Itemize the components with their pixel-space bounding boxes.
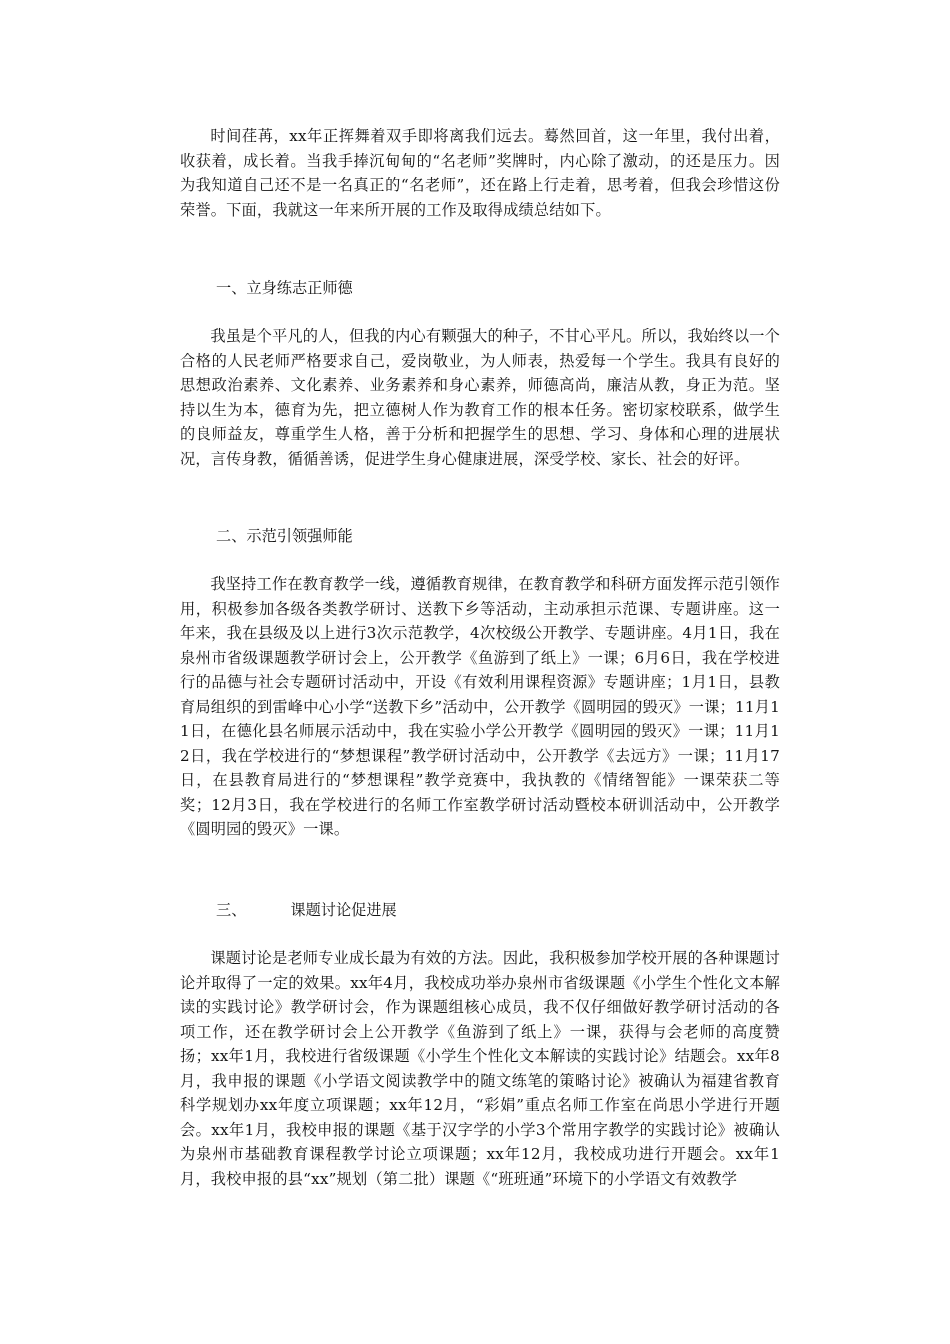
section-heading-3-number: 三、: [216, 901, 247, 919]
section-heading-3-title: 课题讨论促进展: [290, 901, 397, 919]
section-1-paragraph: 我虽是个平凡的人，但我的内心有颗强大的种子，不甘心平凡。所以，我始终以一个合格的人民老师严格要求自己，爱岗敬业，为人师表，热爱每一个学生。我具有良好的思想政治素养、文化素养、业务素养和身心素养，师德高尚，廉洁从教，身正为范。坚持以生为本，德育为先，把立德树人作为教育工作的根本任务。密切家校联系，做学生的良师益友，尊重学生人格，善于分析和把握学生的思想、学习、身体和心理的进展状况，言传身教，循循善诱，促进学生身心健康进展，深受学校、家长、社会的好评。: [180, 327, 780, 468]
section-heading-1: 一、立身练志正师德: [216, 279, 353, 297]
section-3-paragraph: 课题讨论是老师专业成长最为有效的方法。因此，我积极参加学校开展的各种课题讨论并取得了一定的效果。xx年4月，我校成功举办泉州市省级课题《小学生个性化文本解读的实践讨论》教学研讨会，作为课题组核心成员，我不仅仔细做好教学研讨活动的各项工作，还在教学研讨会上公开教学《鱼游到了纸上》一课，获得与会老师的高度赞扬；xx年1月，我校进行省级课题《小学生个性化文本解读的实践讨论》结题会。xx年8月，我申报的课题《小学语文阅读教学中的随文练笔的策略讨论》被确认为福建省教育科学规划办xx年度立项课题；xx年12月，“彩娟”重点名师工作室在尚思小学进行开题会。xx年1月，我校申报的课题《基于汉字学的小学3个常用字教学的实践讨论》被确认为泉州市基础教育课程教学讨论立项课题；xx年12月，我校成功进行开题会。xx年1月，我校申报的县“xx”规划（第二批）课题《“班班通”环境下的小学语文有效教学: [180, 949, 780, 1188]
section-heading-3: [216, 898, 397, 922]
intro-paragraph: 时间荏苒，xx年正挥舞着双手即将离我们远去。蓦然回首，这一年里，我付出着，收获着，成长着。当我手捧沉甸甸的“名老师”奖牌时，内心除了激动，的还是压力。因为我知道自己还不是一名真正的“名老师”，还在路上行走着，思考着，但我会珍惜这份荣誉。下面，我就这一年来所开展的工作及取得成绩总结如下。: [180, 127, 780, 219]
section-2-paragraph: 我坚持工作在教育教学一线，遵循教育规律，在教育教学和科研方面发挥示范引领作用，积极参加各级各类教学研讨、送教下乡等活动，主动承担示范课、专题讲座。这一年来，我在县级及以上进行3次示范教学，4次校级公开教学、专题讲座。4月1日，我在泉州市省级课题教学研讨会上，公开教学《鱼游到了纸上》一课；6月6日，我在学校进行的品德与社会专题研讨活动中，开设《有效利用课程资源》专题讲座；1月1日，县教育局组织的到雷峰中心小学“送教下乡”活动中，公开教学《圆明园的毁灭》一课；11月11日，在德化县名师展示活动中，我在实验小学公开教学《圆明园的毁灭》一课；11月12日，我在学校进行的“梦想课程”教学研讨活动中，公开教学《去远方》一课；11月17日，在县教育局进行的“梦想课程”教学竞赛中，我执教的《情绪智能》一课荣获二等奖；12月3日，我在学校进行的名师工作室教学研讨活动暨校本研训活动中，公开教学《圆明园的毁灭》一课。: [180, 575, 780, 838]
section-heading-2: 二、示范引领强师能: [216, 527, 353, 545]
